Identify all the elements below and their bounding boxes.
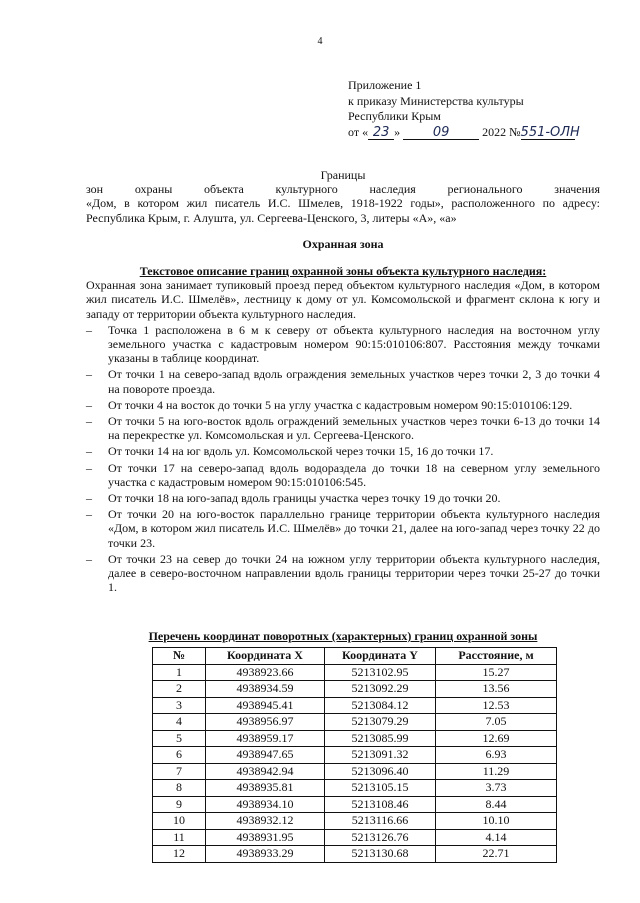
- cell-coord-x: 4938934.59: [206, 681, 325, 698]
- cell-distance: 6.93: [436, 747, 557, 764]
- cell-coord-y: 5213084.12: [325, 697, 436, 714]
- list-item: – От точки 18 на юго-запад вдоль границы участка через точку 19 до точки 20.: [86, 491, 600, 505]
- cell-coord-y: 5213126.76: [325, 829, 436, 846]
- cell-distance: 11.29: [436, 763, 557, 780]
- list-item: – От точки 20 на юго-восток параллельно границе территории объекта культурного наследия «Дом, в котором жил писатель И.С. Шмелёв» до точки 21, далее на юго-запад через точку 22 до точки 23.: [86, 507, 600, 550]
- list-item: – От точки 1 на северо-запад вдоль ограждения земельных участков через точки 2, 3 до точки 4 на повороте проезда.: [86, 367, 600, 395]
- table-header-row: [153, 648, 557, 665]
- document-body: [86, 168, 600, 594]
- appendix-date-line: [348, 124, 580, 141]
- cell-distance: 8.44: [436, 796, 557, 813]
- cell-coord-x: 4938945.41: [206, 697, 325, 714]
- cell-number: 12: [153, 846, 206, 863]
- cell-coord-y: 5213116.66: [325, 813, 436, 830]
- header-number: №: [153, 648, 206, 665]
- list-item: – От точки 4 на восток до точки 5 на углу участка с кадастровым номером 90:15:010106:129.: [86, 398, 600, 412]
- table-title: Перечень координат поворотных (характерных) границ охранной зоны: [148, 629, 538, 643]
- cell-coord-x: 4938959.17: [206, 730, 325, 747]
- date-separator: »: [394, 124, 401, 139]
- heading-line-2: зон охраны объекта культурного наследия регионального значения: [86, 182, 600, 197]
- intro-paragraph: Охранная зона занимает тупиковый проезд перед объектом культурного наследия «Дом, в котором жил писатель И.С. Шмелёв», лестницу к дому от ул. Комсомольской и фрагмент склона к югу и западу от территории объекта культурного наследия.: [86, 278, 600, 321]
- table-row: [153, 664, 557, 681]
- cell-coord-x: 4938947.65: [206, 747, 325, 764]
- cell-distance: 13.56: [436, 681, 557, 698]
- table-row: [153, 780, 557, 797]
- cell-number: 10: [153, 813, 206, 830]
- cell-coord-y: 5213096.40: [325, 763, 436, 780]
- heading-line-3: «Дом, в котором жил писатель И.С. Шмелев, 1918-1922 годы», расположенного по адресу: Республика Крым, г. Алушта, ул. Сергеева-Ценского, 3, литеры «А», «а»: [86, 196, 600, 225]
- boundary-points-list: [86, 323, 600, 595]
- date-prefix: от «: [348, 124, 369, 139]
- cell-number: 1: [153, 664, 206, 681]
- appendix-line-1: Приложение 1: [348, 78, 422, 92]
- header-distance: Расстояние, м: [436, 648, 557, 665]
- appendix-block: [348, 78, 580, 140]
- cell-distance: 10.10: [436, 813, 557, 830]
- cell-distance: 22.71: [436, 846, 557, 863]
- cell-number: 3: [153, 697, 206, 714]
- list-item: – От точки 17 на северо-запад вдоль водораздела до точки 18 на северном углу земельного участка с кадастровым номером 90:15:010106:545.: [86, 461, 600, 489]
- cell-number: 11: [153, 829, 206, 846]
- date-day: 23: [372, 124, 390, 140]
- cell-coord-x: 4938933.29: [206, 846, 325, 863]
- cell-coord-y: 5213085.99: [325, 730, 436, 747]
- appendix-line-3: Республики Крым: [348, 109, 441, 123]
- cell-distance: 3.73: [436, 780, 557, 797]
- table-row: [153, 697, 557, 714]
- cell-number: 4: [153, 714, 206, 731]
- cell-distance: 7.05: [436, 714, 557, 731]
- cell-number: 6: [153, 747, 206, 764]
- cell-coord-y: 5213079.29: [325, 714, 436, 731]
- cell-coord-x: 4938931.95: [206, 829, 325, 846]
- table-row: [153, 763, 557, 780]
- date-day-field: [368, 126, 394, 140]
- cell-number: 7: [153, 763, 206, 780]
- cell-coord-x: 4938923.66: [206, 664, 325, 681]
- cell-coord-y: 5213108.46: [325, 796, 436, 813]
- cell-distance: 15.27: [436, 664, 557, 681]
- order-number: 551-ОЛН: [520, 124, 580, 140]
- cell-coord-x: 4938932.12: [206, 813, 325, 830]
- cell-distance: 12.53: [436, 697, 557, 714]
- cell-number: 2: [153, 681, 206, 698]
- cell-distance: 4.14: [436, 829, 557, 846]
- cell-coord-y: 5213091.32: [325, 747, 436, 764]
- cell-coord-y: 5213092.29: [325, 681, 436, 698]
- header-coord-y: Координата Y: [325, 648, 436, 665]
- section-title: Охранная зона: [302, 236, 384, 251]
- cell-coord-x: 4938935.81: [206, 780, 325, 797]
- table-row: [153, 846, 557, 863]
- order-number-field: [520, 124, 580, 140]
- header-coord-x: Координата X: [206, 648, 325, 665]
- date-year: 2022 №: [482, 124, 521, 139]
- coordinates-table: [152, 647, 557, 863]
- text-description-title: Текстовое описание границ охранной зоны объекта культурного наследия:: [139, 264, 547, 279]
- list-item: – От точки 23 на север до точки 24 на южном углу территории объекта культурного наследия, далее в северо-восточном направлении вдоль границы территории через точки 25-27 до точки 1.: [86, 552, 600, 595]
- table-row: [153, 714, 557, 731]
- table-body: [153, 664, 557, 862]
- table-row: [153, 813, 557, 830]
- list-item: – Точка 1 расположена в 6 м к северу от объекта культурного наследия на восточном углу земельного участка с кадастровым номером 90:15:010106:807. Расстояния между точками указаны в таблице координат.: [86, 323, 600, 366]
- date-month: 09: [432, 124, 450, 140]
- cell-number: 5: [153, 730, 206, 747]
- cell-coord-x: 4938956.97: [206, 714, 325, 731]
- cell-coord-x: 4938934.10: [206, 796, 325, 813]
- table-row: [153, 796, 557, 813]
- table-row: [153, 681, 557, 698]
- cell-number: 8: [153, 780, 206, 797]
- cell-distance: 12.69: [436, 730, 557, 747]
- cell-coord-y: 5213130.68: [325, 846, 436, 863]
- cell-coord-y: 5213102.95: [325, 664, 436, 681]
- date-month-field: [403, 126, 479, 140]
- table-row: [153, 829, 557, 846]
- list-item: – От точки 14 на юг вдоль ул. Комсомольской через точки 15, 16 до точки 17.: [86, 444, 600, 458]
- cell-coord-x: 4938942.94: [206, 763, 325, 780]
- table-row: [153, 747, 557, 764]
- table-row: [153, 730, 557, 747]
- cell-coord-y: 5213105.15: [325, 780, 436, 797]
- page-number: 4: [317, 36, 323, 47]
- heading-line-1: Границы: [320, 168, 366, 182]
- list-item: – От точки 5 на юго-восток вдоль ограждений земельных участков через точки 6-13 до точки 14 на перекрестке ул. Комсомольская и ул. Сергеева-Ценского.: [86, 414, 600, 442]
- cell-number: 9: [153, 796, 206, 813]
- appendix-line-2: к приказу Министерства культуры: [348, 93, 524, 108]
